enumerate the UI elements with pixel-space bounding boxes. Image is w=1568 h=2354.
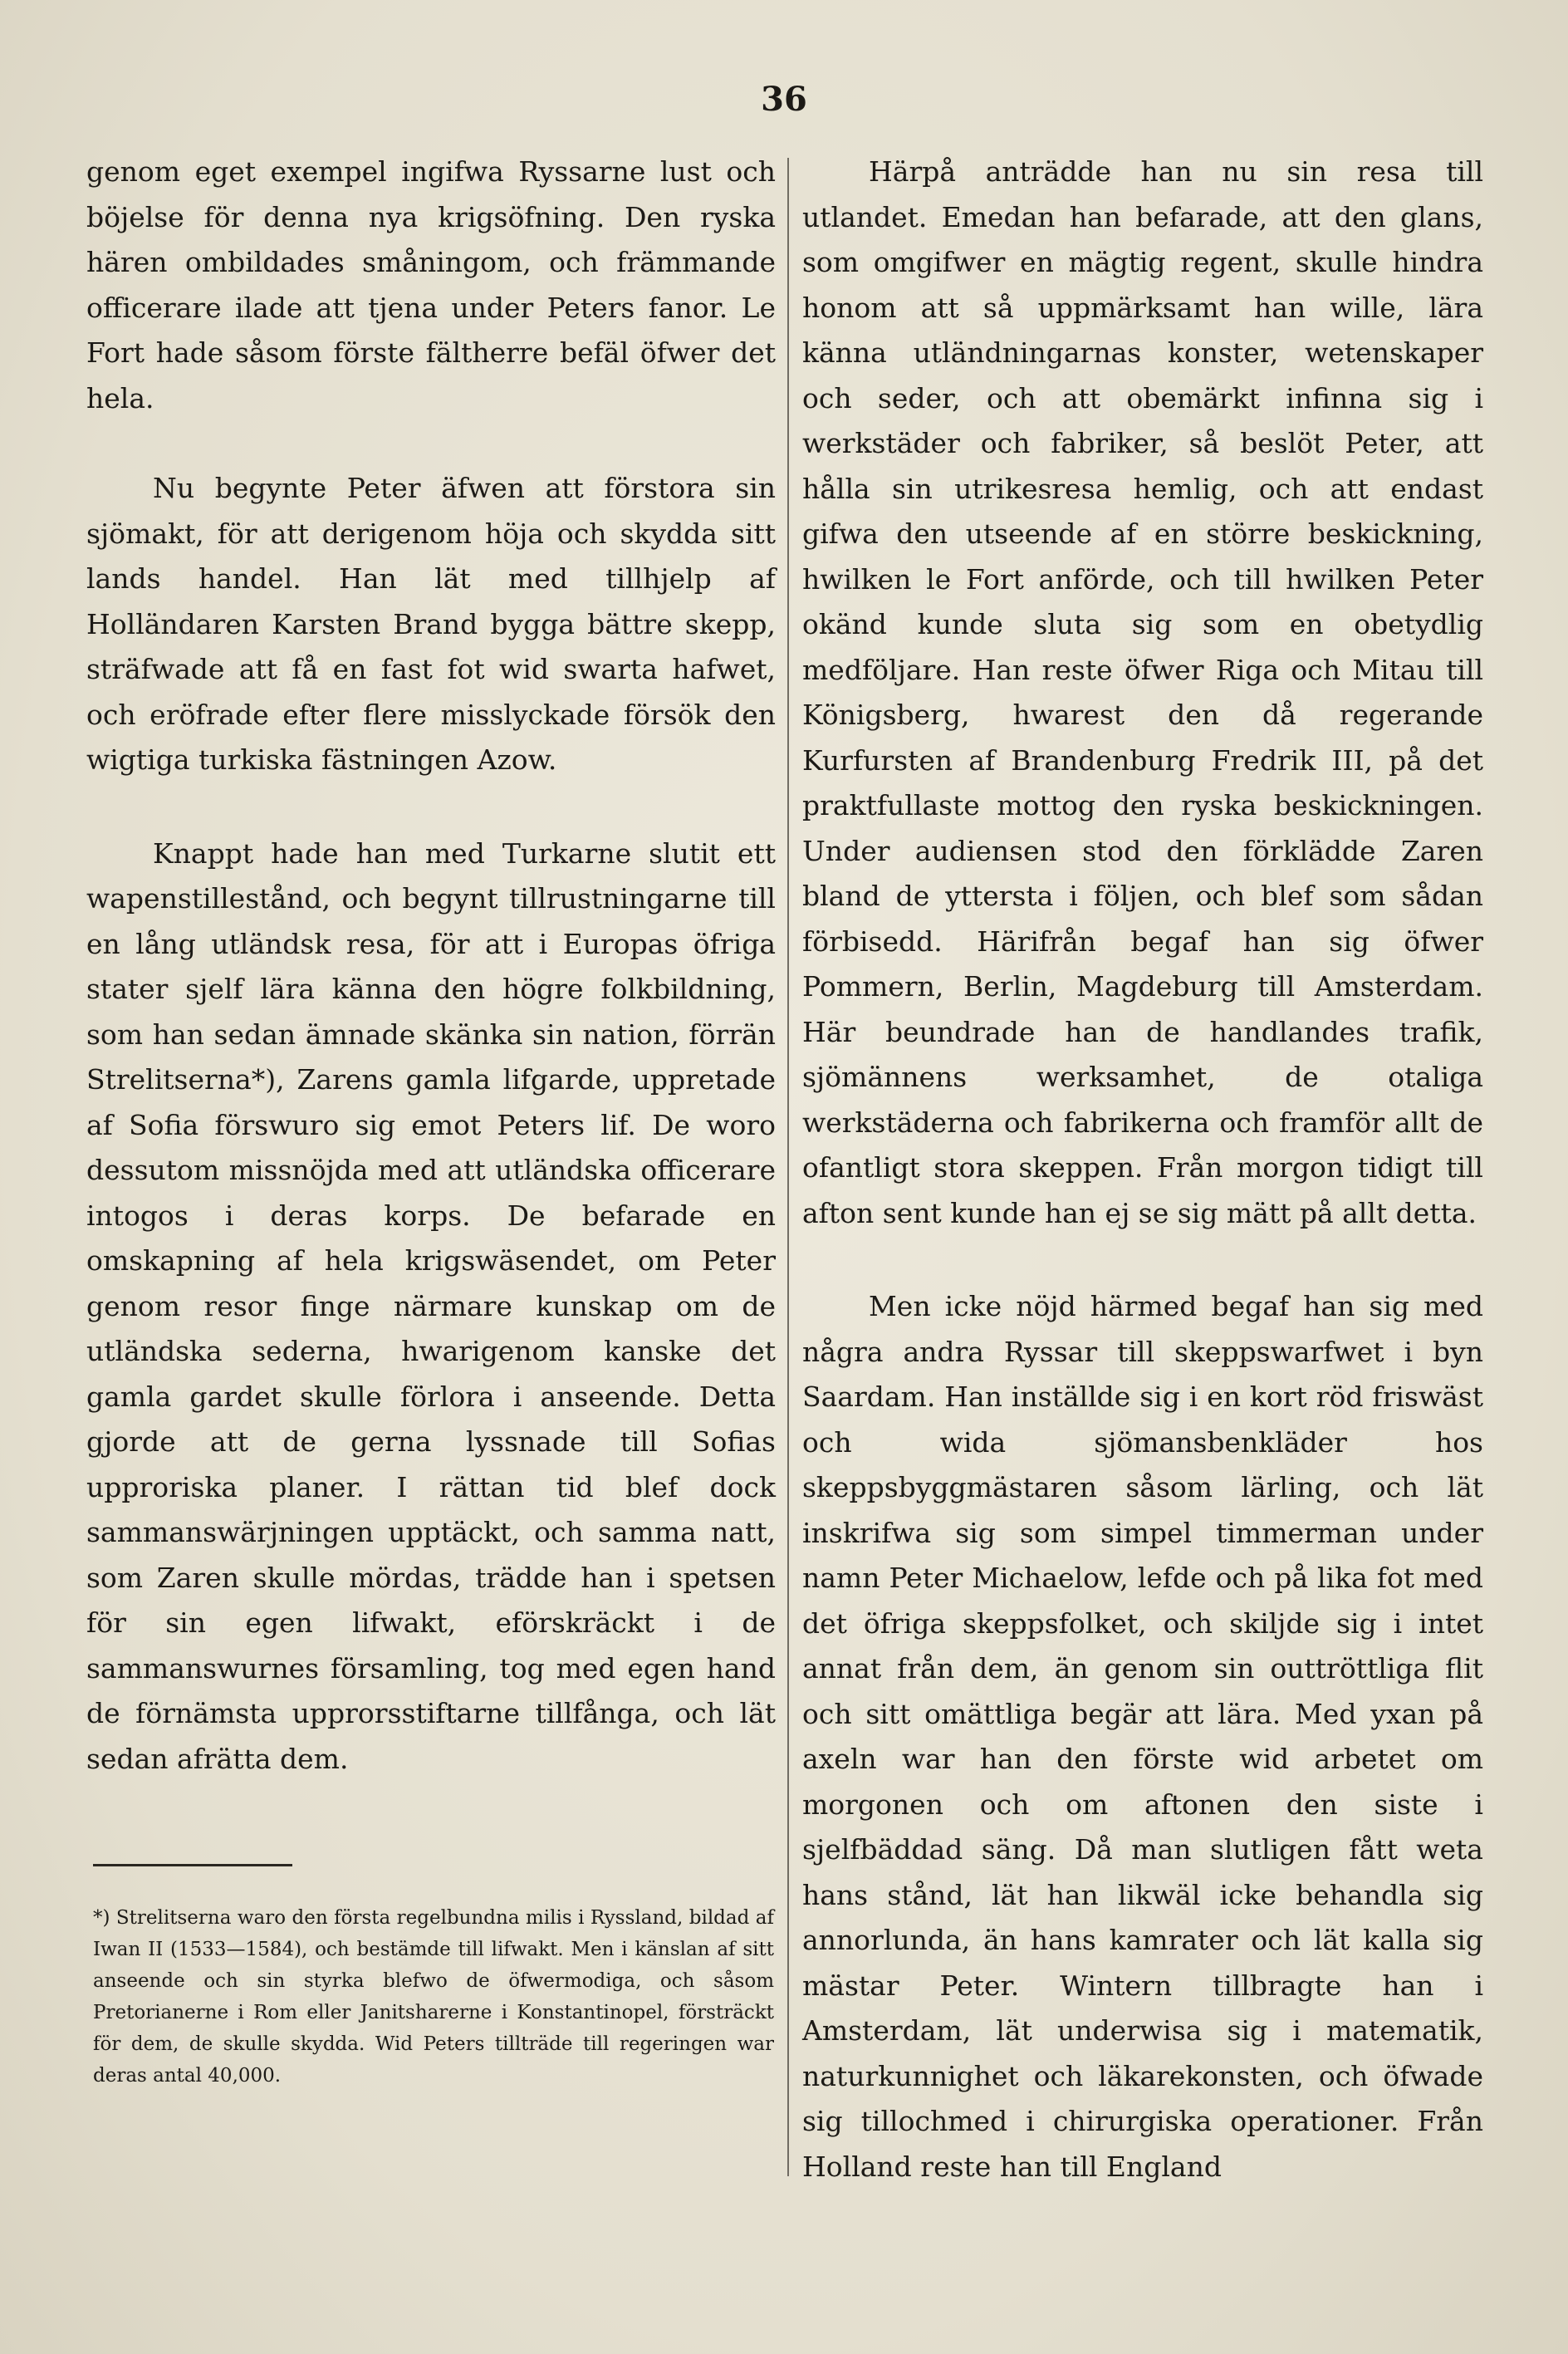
left-paragraph-3: Knappt hade han med Turkarne slutit ett wapenstillestånd, och begynt tillrustningarne till en lång utländsk resa, för att i Europas öfriga stater sjelf lära känna den högre folkbildning, som han sedan ämnade skänka sin nation, förrän Strelitserna*), Zarens gamla lifgarde, uppretade af Sofia förswuro sig emot Peters lif. De woro dessutom missnöjda med att utländska officerare intogos i deras korps. De befarade en omskapning af hela krigswäsendet, om Peter genom resor finge närmare kunskap om de utländska sederna, hwarigenom kanske det gamla gardet skulle förlora i anseende. Detta gjorde att de gerna lyssnade till Sofias upproriska planer. I rättan tid blef dock sammanswärjningen upptäckt, och samma natt, som Zaren skulle mördas, trädde han i spetsen för sin egen lifwakt, eförskräckt i de sammanswurnes församling, tog med egen hand de förnämsta upprorsstiftarne tillfånga, och lät sedan afrätta dem.	[86, 836, 776, 1775]
page-number: 36	[761, 80, 807, 119]
footnote-rule	[93, 1864, 292, 1866]
left-paragraph-2: Nu begynte Peter äfwen att förstora sin sjömakt, för att derigenom höja och skydda sitt lands handel. Han lät med tillhjelp af Holländaren Karsten Brand bygga bättre skepp, sträfwade att få en fast fot wid swarta hafwet, och eröfrade efter flere misslyckade försök den wigtiga turkiska fästningen Azow.	[86, 472, 776, 776]
footnote: *) Strelitserna waro den första regelbundna milis i Ryssland, bildad af Iwan II (1533—1584), och bestämde till lifwakt. Men i känslan af sitt anseende och sin styrka blefwo de öfwermodiga, och såsom Pretorianerne i Rom eller Janitsharerne i Konstantinopel, försträckt för dem, de skulle skydda. Wid Peters tillträde till regeringen war deras antal 40,000.	[93, 1907, 774, 2087]
right-column	[802, 150, 1483, 2190]
column-divider	[787, 158, 789, 2176]
left-column	[86, 150, 776, 1782]
right-paragraph-1: Härpå anträdde han nu sin resa till utlandet. Emedan han befarade, att den glans, som omgifwer en mägtig regent, skulle hindra honom att så uppmärksamt han wille, lära känna utländningarnas konster, wetenskaper och seder, och att obemärkt infinna sig i werkstäder och fabriker, så beslöt Peter, att hålla sin utrikesresa hemlig, och att endast gifwa den utseende af en större beskickning, hwilken le Fort anförde, och till hwilken Peter okänd kunde sluta sig som en obetydlig medföljare. Han reste öfwer Riga och Mitau till Königsberg, hwarest den då regerande Kurfursten af Brandenburg Fredrik III, på det praktfullaste mottog den ryska beskickningen. Under audiensen stod den förklädde Zaren bland de yttersta i följen, och blef som sådan förbisedd. Härifrån begaf han sig öfwer Pommern, Berlin, Magdeburg till Amsterdam. Här beundrade han de handlandes trafik, sjömännens werksamhet, de otaliga werkstäderna och fabrikerna och framför allt de ofantligt stora skeppen. Från morgon tidigt till afton sent kunde han ej se sig mätt på allt detta.	[802, 155, 1483, 1229]
right-paragraph-2: Men icke nöjd härmed begaf han sig med några andra Ryssar till skeppswarfwet i byn Saardam. Han inställde sig i en kort röd friswäst och wida sjömansbenkläder hos skeppsbyggmästaren såsom lärling, och lät inskrifwa sig som simpel timmerman under namn Peter Michaelow, lefde och på lika fot med det öfriga skeppsfolket, och skiljde sig i intet annat från dem, än genom sin outtröttliga flit och sitt omättliga begär att lära. Med yxan på axeln war han den förste wid arbetet om morgonen och om aftonen den siste i sjelfbäddad säng. Då man slutligen fått weta hans stånd, lät han likwäl icke behandla sig annorlunda, än hans kamrater och lät kalla sig mästar Peter. Wintern tillbragte han i Amsterdam, lät underwisa sig i matematik, naturkunnighet och läkarekonsten, och öfwade sig tillochmed i chirurgiska operationer. Från Holland reste han till England	[802, 1290, 1483, 2183]
left-paragraph-1: genom eget exempel ingifwa Ryssarne lust och böjelse för denna nya krigsöfning. Den ryska hären ombildades småningom, och främmande officerare ilade att tjena under Peters fanor. Le Fort hade såsom förste fältherre befäl öfwer det hela.	[86, 155, 776, 414]
